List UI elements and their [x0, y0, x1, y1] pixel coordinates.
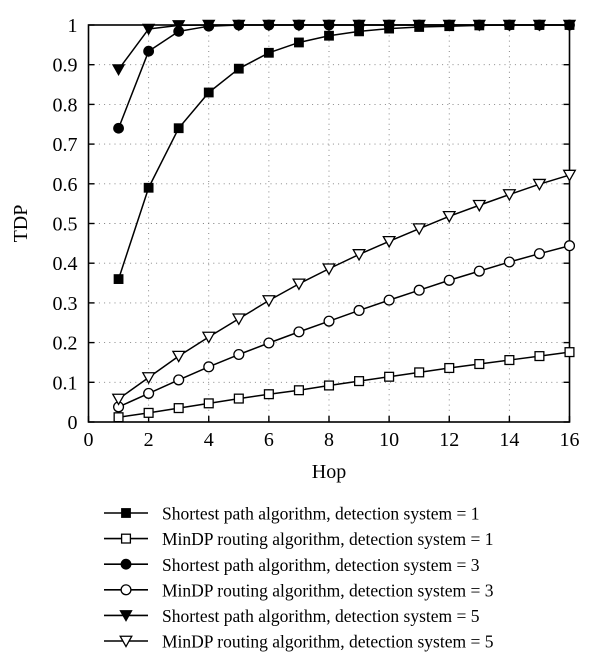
- x-tick-label: 0: [83, 429, 94, 451]
- y-tick-label: 0.3: [52, 292, 78, 315]
- data-point-marker: [114, 413, 123, 422]
- x-tick-label: 10: [379, 429, 400, 451]
- data-point-marker: [475, 360, 484, 369]
- legend-label: MinDP routing algorithm, detection system = 5: [162, 631, 494, 652]
- data-point-marker: [144, 183, 153, 192]
- data-point-marker: [204, 88, 213, 97]
- data-point-marker: [234, 64, 243, 73]
- x-axis-title: Hop: [311, 461, 347, 483]
- data-point-marker: [535, 352, 544, 361]
- legend-label: Shortest path algorithm, detection system = 3: [162, 554, 480, 575]
- data-point-marker: [264, 48, 273, 57]
- data-point-marker: [325, 381, 334, 390]
- y-tick-label: 0.5: [52, 213, 78, 236]
- data-point-marker: [295, 386, 304, 395]
- data-point-marker: [174, 375, 184, 385]
- y-tick-label: 0: [67, 412, 78, 434]
- legend-label: Shortest path algorithm, detection system = 1: [162, 503, 480, 524]
- data-point-marker: [414, 285, 424, 295]
- data-point-marker: [264, 390, 273, 399]
- data-point-marker: [294, 327, 304, 337]
- data-point-marker: [384, 295, 394, 305]
- data-point-marker: [144, 46, 154, 56]
- data-point-marker: [114, 123, 124, 133]
- data-point-marker: [325, 31, 334, 40]
- data-point-marker: [415, 368, 424, 377]
- legend-label: Shortest path algorithm, detection system = 5: [162, 606, 480, 626]
- legend-marker-icon: [122, 534, 131, 543]
- data-point-marker: [504, 257, 514, 267]
- y-tick-label: 0.1: [52, 372, 78, 395]
- data-point-marker: [114, 275, 123, 284]
- data-point-marker: [324, 316, 334, 326]
- legend-item-5[interactable]: [104, 632, 494, 652]
- y-tick-label: 1: [67, 15, 78, 37]
- legend-marker-icon: [121, 559, 131, 569]
- y-tick-label: 0.8: [52, 94, 78, 117]
- legend-item-3[interactable]: [104, 580, 494, 600]
- data-point-marker: [144, 389, 154, 399]
- x-tick-label: 16: [559, 429, 580, 451]
- data-point-marker: [565, 348, 574, 357]
- x-tick-label: 14: [499, 429, 520, 451]
- x-tick-label: 4: [203, 429, 214, 451]
- data-point-marker: [264, 338, 274, 348]
- data-point-marker: [505, 356, 514, 365]
- data-point-marker: [535, 249, 545, 259]
- legend-item-1[interactable]: [104, 529, 493, 549]
- y-tick-label: 0.4: [52, 253, 78, 276]
- data-point-marker: [234, 350, 244, 360]
- legend-label: MinDP routing algorithm, detection system = 3: [162, 580, 494, 601]
- y-tick-label: 0.7: [52, 134, 78, 157]
- data-point-marker: [234, 394, 243, 403]
- data-point-marker: [565, 241, 575, 251]
- data-point-marker: [445, 364, 454, 373]
- legend-marker-icon: [121, 585, 131, 595]
- y-tick-label: 0.2: [52, 332, 78, 355]
- data-point-marker: [385, 372, 394, 381]
- legend-marker-icon: [122, 509, 131, 518]
- legend-label: MinDP routing algorithm, detection system = 1: [162, 529, 494, 550]
- data-point-marker: [444, 275, 454, 285]
- data-point-marker: [174, 404, 183, 413]
- x-tick-label: 8: [324, 429, 334, 451]
- data-point-marker: [474, 266, 484, 276]
- x-tick-label: 6: [263, 429, 274, 451]
- data-point-marker: [354, 306, 364, 316]
- y-tick-label: 0.6: [52, 173, 78, 196]
- y-axis-title: TDP: [10, 204, 32, 243]
- x-tick-label: 12: [439, 429, 460, 451]
- data-point-marker: [174, 124, 183, 133]
- data-point-marker: [295, 38, 304, 47]
- y-tick-label: 0.9: [52, 54, 78, 77]
- data-point-marker: [144, 408, 153, 417]
- data-point-marker: [355, 377, 364, 386]
- x-tick-label: 2: [143, 429, 154, 451]
- data-point-marker: [204, 362, 214, 372]
- data-point-marker: [204, 399, 213, 408]
